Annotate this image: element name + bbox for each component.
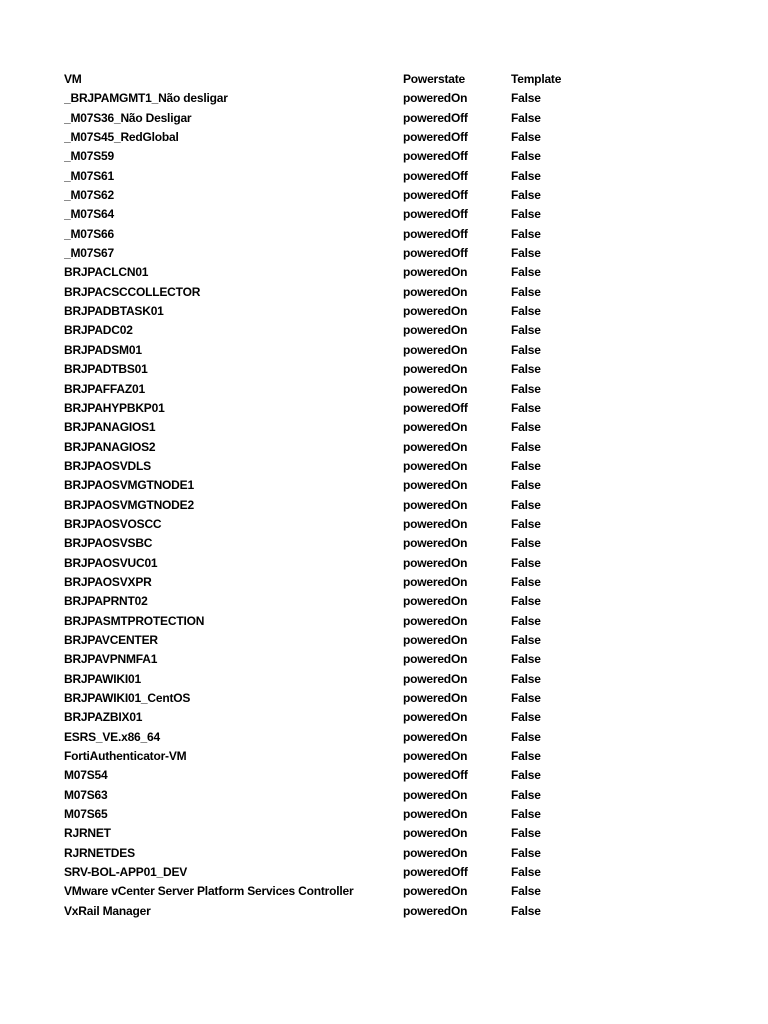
table-row bbox=[64, 438, 744, 457]
table-row bbox=[64, 534, 744, 553]
table-row bbox=[64, 902, 744, 921]
cell-vm: RJRNETDES bbox=[64, 845, 135, 860]
table-row bbox=[64, 805, 744, 824]
cell-powerstate: poweredOn bbox=[403, 632, 468, 647]
cell-template: False bbox=[511, 749, 541, 764]
cell-template: False bbox=[511, 458, 541, 473]
cell-vm: BRJPAOSVMGTNODE2 bbox=[64, 497, 194, 512]
cell-powerstate: poweredOff bbox=[403, 226, 468, 241]
table-row bbox=[64, 283, 744, 302]
table-row bbox=[64, 341, 744, 360]
header-powerstate: Powerstate bbox=[403, 72, 466, 86]
cell-powerstate: poweredOn bbox=[403, 381, 468, 396]
cell-vm: BRJPADTBS01 bbox=[64, 362, 148, 377]
table-row bbox=[64, 786, 744, 805]
cell-template: False bbox=[511, 246, 541, 261]
cell-powerstate: poweredOn bbox=[403, 91, 468, 106]
cell-template: False bbox=[511, 807, 541, 822]
cell-vm: BRJPAOSVDLS bbox=[64, 458, 151, 473]
cell-powerstate: poweredOn bbox=[403, 574, 468, 589]
table-row bbox=[64, 863, 744, 882]
cell-vm: _M07S61 bbox=[64, 168, 114, 183]
cell-powerstate: poweredOn bbox=[403, 420, 468, 435]
cell-vm: M07S65 bbox=[64, 807, 108, 822]
table-row bbox=[64, 244, 744, 263]
cell-vm: BRJPAWIKI01_CentOS bbox=[64, 691, 191, 705]
header-template: Template bbox=[511, 72, 562, 86]
cell-template: False bbox=[511, 729, 541, 744]
table-row bbox=[64, 225, 744, 244]
cell-template: False bbox=[511, 342, 541, 357]
cell-powerstate: poweredOff bbox=[403, 400, 468, 415]
cell-vm: BRJPACSCCOLLECTOR bbox=[64, 284, 201, 299]
cell-powerstate: poweredOff bbox=[403, 246, 468, 261]
cell-powerstate: poweredOn bbox=[403, 691, 468, 705]
cell-powerstate: poweredOn bbox=[403, 516, 468, 531]
cell-vm: VxRail Manager bbox=[64, 903, 151, 918]
cell-template: False bbox=[511, 265, 541, 280]
cell-powerstate: poweredOff bbox=[403, 768, 468, 783]
cell-vm: BRJPAVCENTER bbox=[64, 632, 158, 647]
cell-powerstate: poweredOn bbox=[403, 362, 468, 377]
cell-vm: _M07S67 bbox=[64, 246, 114, 261]
cell-powerstate: poweredOn bbox=[403, 536, 468, 551]
cell-template: False bbox=[511, 691, 541, 705]
cell-template: False bbox=[511, 787, 541, 802]
cell-powerstate: poweredOn bbox=[403, 458, 468, 473]
cell-vm: _M07S62 bbox=[64, 188, 114, 203]
cell-vm: _M07S45_RedGlobal bbox=[64, 130, 179, 145]
cell-powerstate: poweredOn bbox=[403, 826, 468, 841]
cell-template: False bbox=[511, 536, 541, 551]
cell-powerstate: poweredOn bbox=[403, 903, 468, 918]
cell-vm: BRJPANAGIOS2 bbox=[64, 439, 156, 454]
cell-template: False bbox=[511, 555, 541, 570]
cell-template: False bbox=[511, 304, 541, 319]
cell-powerstate: poweredOff bbox=[403, 865, 468, 880]
table-row bbox=[64, 147, 744, 166]
cell-template: False bbox=[511, 226, 541, 241]
vm-table bbox=[64, 70, 744, 921]
cell-vm: BRJPAPRNT02 bbox=[64, 594, 148, 609]
cell-vm: BRJPAOSVMGTNODE1 bbox=[64, 478, 194, 493]
cell-powerstate: poweredOn bbox=[403, 284, 468, 299]
cell-vm: BRJPADC02 bbox=[64, 323, 133, 338]
table-row bbox=[64, 496, 744, 515]
cell-template: False bbox=[511, 884, 541, 899]
table-row bbox=[64, 457, 744, 476]
table-row bbox=[64, 380, 744, 399]
cell-template: False bbox=[511, 632, 541, 647]
cell-vm: BRJPAWIKI01 bbox=[64, 671, 141, 686]
cell-vm: _M07S66 bbox=[64, 226, 114, 241]
table-row bbox=[64, 554, 744, 573]
cell-powerstate: poweredOn bbox=[403, 265, 468, 280]
table-header bbox=[64, 70, 744, 89]
cell-template: False bbox=[511, 207, 541, 222]
cell-powerstate: poweredOn bbox=[403, 439, 468, 454]
table-row bbox=[64, 321, 744, 340]
cell-vm: BRJPADBTASK01 bbox=[64, 304, 164, 319]
cell-powerstate: poweredOn bbox=[403, 478, 468, 493]
cell-vm: ESRS_VE.x86_64 bbox=[64, 729, 160, 744]
cell-template: False bbox=[511, 420, 541, 435]
cell-vm: BRJPAOSVSBC bbox=[64, 536, 153, 551]
cell-vm: BRJPASMTPROTECTION bbox=[64, 613, 205, 628]
cell-vm: _M07S36_Não Desligar bbox=[64, 110, 192, 125]
cell-template: False bbox=[511, 768, 541, 783]
cell-powerstate: poweredOn bbox=[403, 749, 468, 764]
cell-powerstate: poweredOn bbox=[403, 845, 468, 860]
cell-template: False bbox=[511, 381, 541, 396]
cell-powerstate: poweredOn bbox=[403, 807, 468, 822]
cell-template: False bbox=[511, 903, 541, 918]
cell-powerstate: poweredOn bbox=[403, 729, 468, 744]
cell-template: False bbox=[511, 439, 541, 454]
table-row bbox=[64, 689, 744, 708]
cell-vm: _BRJPAMGMT1_Não desligar bbox=[64, 91, 228, 106]
cell-powerstate: poweredOn bbox=[403, 555, 468, 570]
cell-template: False bbox=[511, 110, 541, 125]
cell-template: False bbox=[511, 671, 541, 686]
cell-vm: BRJPAOSVXPR bbox=[64, 574, 152, 589]
cell-template: False bbox=[511, 574, 541, 589]
cell-template: False bbox=[511, 652, 541, 667]
cell-powerstate: poweredOff bbox=[403, 207, 468, 222]
cell-powerstate: poweredOff bbox=[403, 110, 468, 125]
table-row bbox=[64, 612, 744, 631]
cell-powerstate: poweredOn bbox=[403, 497, 468, 512]
cell-template: False bbox=[511, 323, 541, 338]
cell-powerstate: poweredOff bbox=[403, 168, 468, 183]
table-row bbox=[64, 186, 744, 205]
table-row bbox=[64, 766, 744, 785]
table-row bbox=[64, 670, 744, 689]
table-row bbox=[64, 109, 744, 128]
table-row bbox=[64, 302, 744, 321]
cell-template: False bbox=[511, 91, 541, 106]
cell-powerstate: poweredOn bbox=[403, 710, 468, 725]
cell-vm: BRJPANAGIOS1 bbox=[64, 420, 156, 435]
cell-template: False bbox=[511, 516, 541, 531]
table-row bbox=[64, 650, 744, 669]
cell-vm: BRJPAFFAZ01 bbox=[64, 381, 145, 396]
cell-vm: BRJPAZBIX01 bbox=[64, 710, 143, 725]
cell-powerstate: poweredOn bbox=[403, 613, 468, 628]
table-row bbox=[64, 399, 744, 418]
cell-vm: SRV-BOL-APP01_DEV bbox=[64, 865, 188, 880]
cell-powerstate: poweredOn bbox=[403, 304, 468, 319]
cell-vm: BRJPAHYPBKP01 bbox=[64, 400, 165, 415]
cell-template: False bbox=[511, 613, 541, 628]
cell-vm: M07S54 bbox=[64, 768, 108, 783]
table-row bbox=[64, 418, 744, 437]
cell-powerstate: poweredOn bbox=[403, 671, 468, 686]
header-vm: VM bbox=[64, 72, 82, 86]
cell-vm: _M07S59 bbox=[64, 149, 114, 164]
table-row bbox=[64, 631, 744, 650]
cell-vm: FortiAuthenticator-VM bbox=[64, 749, 187, 764]
table-row bbox=[64, 708, 744, 727]
cell-vm: BRJPACLCN01 bbox=[64, 265, 149, 280]
table-row bbox=[64, 89, 744, 108]
table-row bbox=[64, 360, 744, 379]
cell-powerstate: poweredOn bbox=[403, 787, 468, 802]
cell-template: False bbox=[511, 284, 541, 299]
cell-template: False bbox=[511, 594, 541, 609]
cell-powerstate: poweredOn bbox=[403, 342, 468, 357]
table-row bbox=[64, 592, 744, 611]
cell-vm: _M07S64 bbox=[64, 207, 114, 222]
cell-powerstate: poweredOn bbox=[403, 323, 468, 338]
cell-template: False bbox=[511, 845, 541, 860]
cell-template: False bbox=[511, 710, 541, 725]
cell-template: False bbox=[511, 168, 541, 183]
cell-vm: BRJPAOSVUC01 bbox=[64, 555, 158, 570]
table-row bbox=[64, 205, 744, 224]
cell-vm: RJRNET bbox=[64, 826, 111, 841]
cell-vm: BRJPAOSVOSCC bbox=[64, 516, 162, 531]
table-row bbox=[64, 167, 744, 186]
table-row bbox=[64, 824, 744, 843]
cell-vm: BRJPADSM01 bbox=[64, 342, 142, 357]
cell-template: False bbox=[511, 130, 541, 145]
table-row bbox=[64, 515, 744, 534]
table-row bbox=[64, 476, 744, 495]
table-row bbox=[64, 263, 744, 282]
table-row bbox=[64, 728, 744, 747]
cell-powerstate: poweredOff bbox=[403, 188, 468, 203]
table-row bbox=[64, 882, 744, 901]
cell-template: False bbox=[511, 149, 541, 164]
cell-powerstate: poweredOff bbox=[403, 130, 468, 145]
cell-template: False bbox=[511, 497, 541, 512]
cell-powerstate: poweredOn bbox=[403, 884, 468, 899]
cell-powerstate: poweredOn bbox=[403, 652, 468, 667]
table-row bbox=[64, 128, 744, 147]
cell-powerstate: poweredOff bbox=[403, 149, 468, 164]
cell-powerstate: poweredOn bbox=[403, 594, 468, 609]
cell-vm: BRJPAVPNMFA1 bbox=[64, 652, 158, 667]
cell-template: False bbox=[511, 826, 541, 841]
table-body bbox=[64, 89, 744, 921]
table-row bbox=[64, 573, 744, 592]
cell-template: False bbox=[511, 188, 541, 203]
cell-vm: VMware vCenter Server Platform Services Controller bbox=[64, 884, 354, 899]
cell-template: False bbox=[511, 400, 541, 415]
table-row bbox=[64, 747, 744, 766]
table-row bbox=[64, 844, 744, 863]
cell-template: False bbox=[511, 865, 541, 880]
cell-vm: M07S63 bbox=[64, 787, 108, 802]
cell-template: False bbox=[511, 478, 541, 493]
cell-template: False bbox=[511, 362, 541, 377]
